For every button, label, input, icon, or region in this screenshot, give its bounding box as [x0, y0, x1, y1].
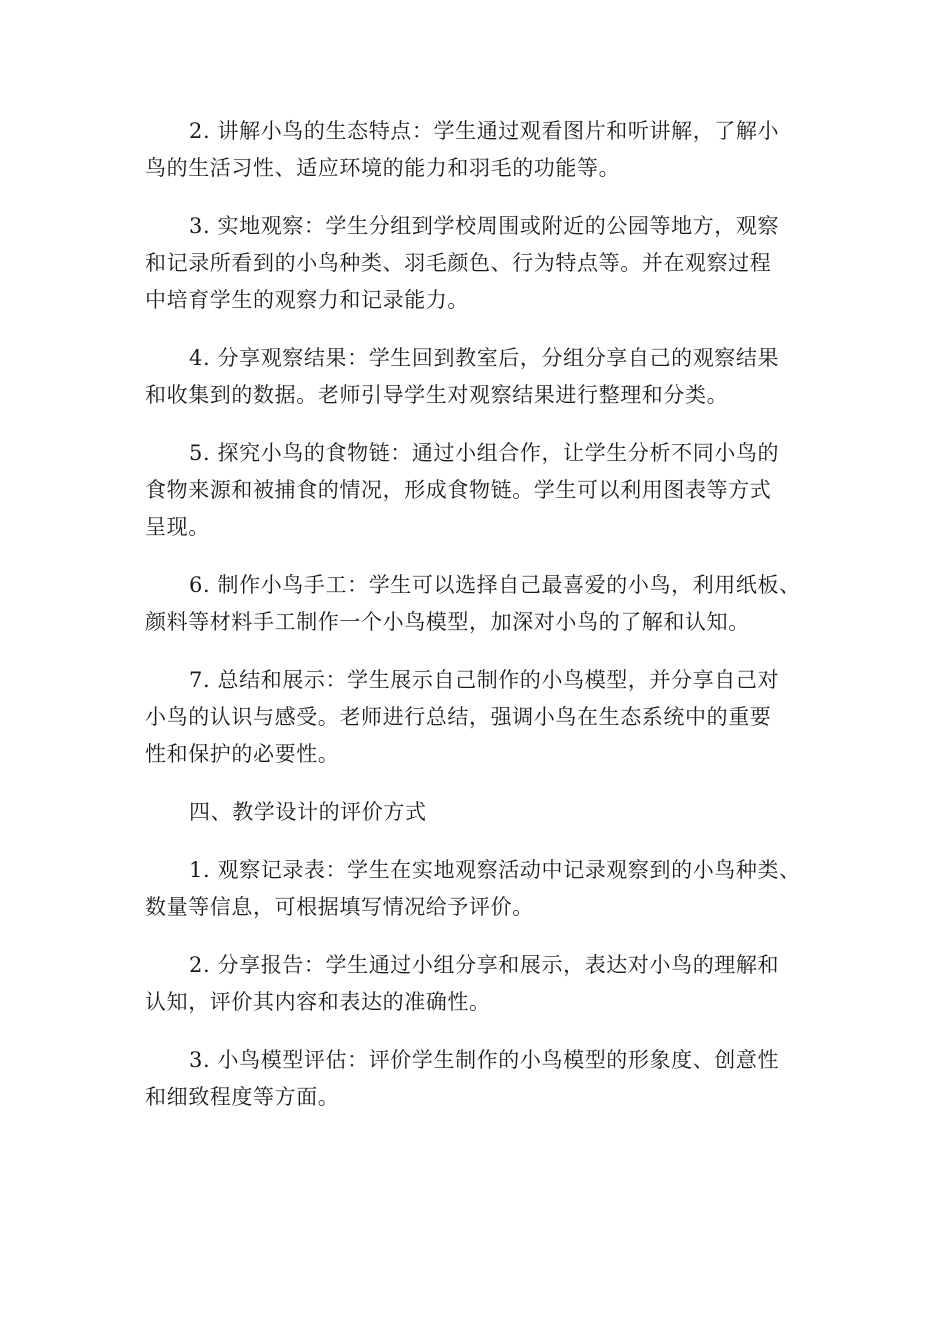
paragraph-step-6 [145, 567, 813, 641]
paragraph-line: 4. 分享观察结果：学生回到教室后，分组分享自己的观察结果 [189, 346, 780, 370]
paragraph-line: 2. 讲解小鸟的生态特点：学生通过观看图片和听讲解，了解小 [189, 119, 780, 143]
paragraph-line: 性和保护的必要性。 [145, 742, 340, 766]
document-body [145, 113, 813, 1137]
paragraph-line: 数量等信息，可根据填写情况给予评价。 [145, 895, 534, 919]
paragraph-step-4 [145, 340, 813, 414]
evaluation-item-1 [145, 852, 813, 926]
paragraph-line: 鸟的生活习性、适应环境的能力和羽毛的功能等。 [145, 156, 621, 180]
paragraph-line: 6. 制作小鸟手工：学生可以选择自己最喜爱的小鸟，利用纸板、 [189, 573, 801, 597]
section-heading: 四、教学设计的评价方式 [189, 800, 427, 824]
paragraph-line: 和细致程度等方面。 [145, 1085, 340, 1109]
paragraph-line: 中培育学生的观察力和记录能力。 [145, 288, 469, 312]
paragraph-step-5 [145, 435, 813, 546]
evaluation-item-3 [145, 1042, 813, 1116]
paragraph-line: 5. 探究小鸟的食物链：通过小组合作，让学生分析不同小鸟的 [189, 441, 780, 465]
paragraph-line: 食物来源和被捕食的情况，形成食物链。学生可以利用图表等方式 [145, 478, 772, 502]
paragraph-line: 3. 小鸟模型评估：评价学生制作的小鸟模型的形象度、创意性 [189, 1048, 780, 1072]
paragraph-line: 认知，评价其内容和表达的准确性。 [145, 990, 491, 1014]
paragraph-step-3 [145, 208, 813, 319]
paragraph-line: 3. 实地观察：学生分组到学校周围或附近的公园等地方，观察 [189, 214, 780, 238]
paragraph-line: 颜料等材料手工制作一个小鸟模型，加深对小鸟的了解和认知。 [145, 610, 750, 634]
paragraph-line: 7. 总结和展示：学生展示自己制作的小鸟模型，并分享自己对 [189, 668, 780, 692]
paragraph-step-2 [145, 113, 813, 187]
paragraph-line: 1. 观察记录表：学生在实地观察活动中记录观察到的小鸟种类、 [189, 858, 801, 882]
paragraph-line: 2. 分享报告：学生通过小组分享和展示，表达对小鸟的理解和 [189, 953, 780, 977]
paragraph-step-7 [145, 662, 813, 773]
paragraph-line: 和收集到的数据。老师引导学生对观察结果进行整理和分类。 [145, 383, 729, 407]
paragraph-line: 小鸟的认识与感受。老师进行总结，强调小鸟在生态系统中的重要 [145, 705, 772, 729]
paragraph-line: 和记录所看到的小鸟种类、羽毛颜色、行为特点等。并在观察过程 [145, 251, 772, 275]
evaluation-item-2 [145, 947, 813, 1021]
paragraph-line: 呈现。 [145, 515, 210, 539]
